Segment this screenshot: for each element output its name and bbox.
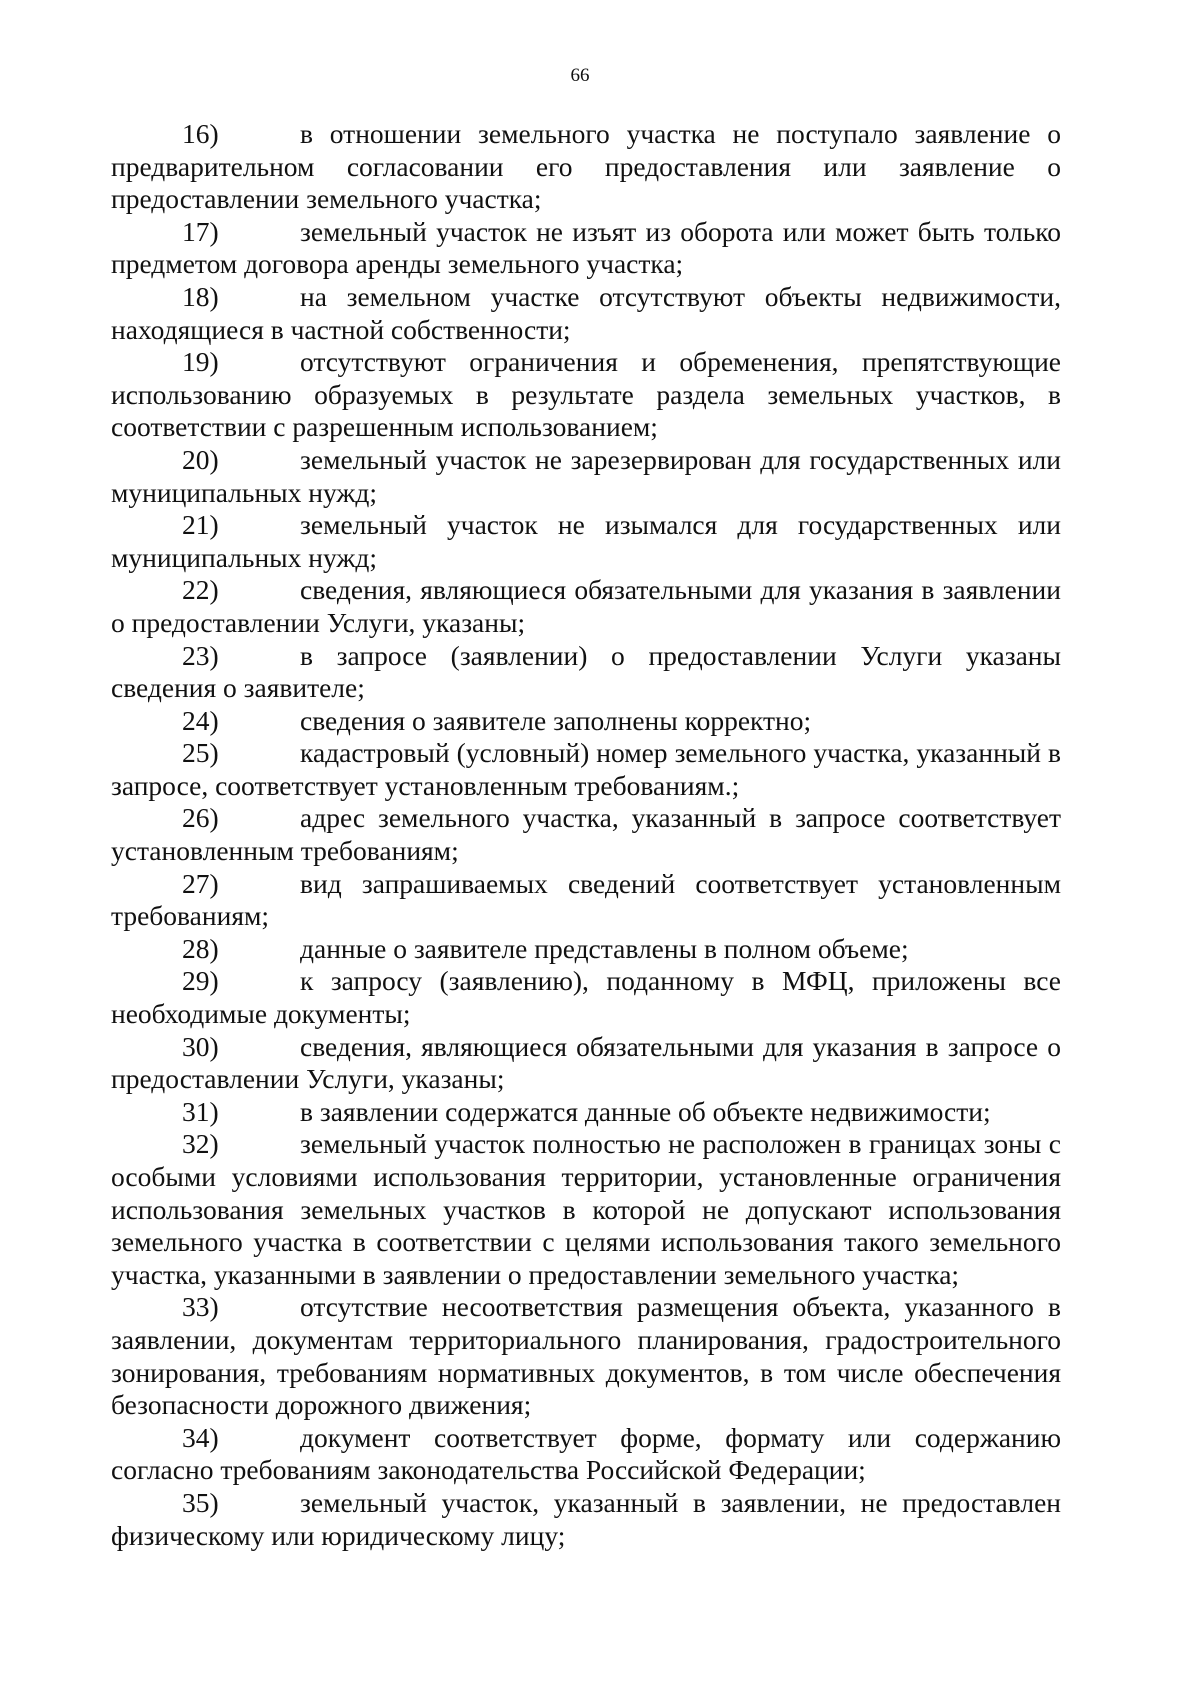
item-number: 30) <box>182 1030 219 1062</box>
item-number: 20) <box>182 443 219 475</box>
item-number: 18) <box>182 280 219 312</box>
item-number: 25) <box>182 737 219 769</box>
item-text: отсутствуют ограничения и обременения, препятствующие использованию образуемых в результате раздела земельных участков, в соответствии с разрешенным использованием; <box>111 346 1061 443</box>
item-number: 21) <box>182 509 219 541</box>
list-item <box>111 509 1061 574</box>
item-text: отсутствие несоответствия размещения объекта, указанного в заявлении, документам территориального планирования, градостроительного зонирования, требованиям нормативных документов, в том числе обеспечения безопасности дорожного движения; <box>111 1291 1061 1421</box>
list-item <box>111 118 1061 216</box>
item-number: 28) <box>182 932 219 964</box>
item-number: 31) <box>182 1095 219 1127</box>
item-text: сведения, являющиеся обязательными для указания в заявлении о предоставлении Услуги, указаны; <box>111 574 1061 638</box>
list-item <box>111 705 1061 738</box>
item-number: 26) <box>182 802 219 834</box>
item-number: 35) <box>182 1486 219 1518</box>
item-number: 32) <box>182 1128 219 1160</box>
item-number: 27) <box>182 867 219 899</box>
list-item <box>111 965 1061 1030</box>
item-number: 24) <box>182 704 219 736</box>
list-item <box>111 1291 1061 1421</box>
list-item <box>111 281 1061 346</box>
item-number: 22) <box>182 574 219 606</box>
list-item <box>111 802 1061 867</box>
item-text: земельный участок не зарезервирован для государственных или муниципальных нужд; <box>111 443 1061 508</box>
item-text: кадастровый (условный) номер земельного участка, указанный в запросе, соответствует установленным требованиям.; <box>111 737 1061 801</box>
list-item <box>111 640 1061 705</box>
item-number: 23) <box>182 639 219 671</box>
list-item <box>111 1031 1061 1096</box>
item-text: адрес земельного участка, указанный в запросе соответствует установленным требованиям; <box>111 802 1061 867</box>
item-number: 33) <box>182 1291 219 1323</box>
list-item <box>111 868 1061 933</box>
item-number: 17) <box>182 215 219 247</box>
item-text: на земельном участке отсутствуют объекты недвижимости, находящиеся в частной собственности; <box>111 280 1061 345</box>
item-number: 16) <box>182 118 219 149</box>
list-item <box>111 346 1061 444</box>
item-text: земельный участок, указанный в заявлении, не предоставлен физическому или юридическому лицу; <box>111 1486 1061 1551</box>
item-text: земельный участок полностью не расположен в границах зоны с особыми условиями использования территории, установленные ограничения использования земельных участков в которой не допускают использования земельного участка в соответствии с целями использования такого земельного участка, указанными в заявлении о предоставлении земельного участка; <box>111 1128 1061 1290</box>
list-item <box>111 216 1061 281</box>
item-number: 34) <box>182 1421 219 1453</box>
list-item <box>111 1487 1061 1552</box>
list-item <box>111 1422 1061 1487</box>
list-item <box>111 737 1061 802</box>
item-text: земельный участок не изымался для государственных или муниципальных нужд; <box>111 509 1061 573</box>
item-number: 29) <box>182 965 219 997</box>
item-text: в запросе (заявлении) о предоставлении Услуги указаны сведения о заявителе; <box>111 639 1061 704</box>
list-item <box>111 1128 1061 1291</box>
item-text: документ соответствует форме, формату или содержанию согласно требованиям законодательства Российской Федерации; <box>111 1421 1061 1486</box>
document-body <box>111 118 1061 1552</box>
item-text: данные о заявителе представлены в полном объеме; <box>300 932 909 964</box>
item-text: сведения о заявителе заполнены корректно; <box>300 704 812 736</box>
item-text: к запросу (заявлению), поданному в МФЦ, приложены все необходимые документы; <box>111 965 1061 1030</box>
item-text: в отношении земельного участка не поступало заявление о предварительном согласовании его предоставления или заявление о предоставлении земельного участка; <box>111 118 1061 215</box>
list-item <box>111 444 1061 509</box>
item-number: 19) <box>182 346 219 378</box>
item-text: земельный участок не изъят из оборота или может быть только предметом договора аренды земельного участка; <box>111 215 1061 280</box>
item-text: в заявлении содержатся данные об объекте недвижимости; <box>300 1095 991 1127</box>
page-number: 66 <box>570 65 590 86</box>
item-text: вид запрашиваемых сведений соответствует установленным требованиям; <box>111 867 1061 932</box>
item-text: сведения, являющиеся обязательными для указания в запросе о предоставлении Услуги, указаны; <box>111 1030 1061 1095</box>
list-item <box>111 933 1061 966</box>
list-item <box>111 574 1061 639</box>
list-item <box>111 1096 1061 1129</box>
